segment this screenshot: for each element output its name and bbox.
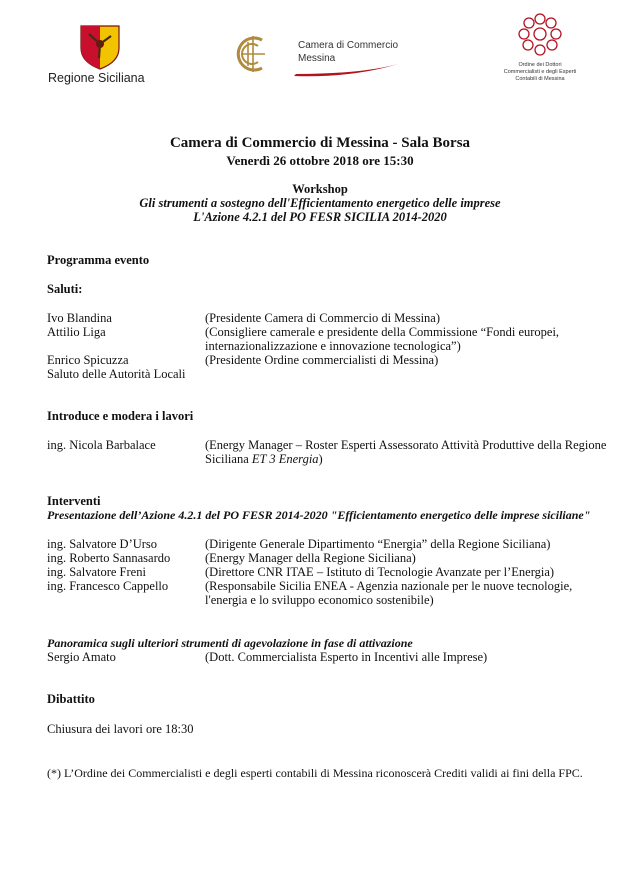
programma-heading: Programma evento	[47, 253, 150, 267]
speaker-name: Enrico Spicuzza	[47, 353, 129, 367]
speaker-name: ing. Salvatore Freni	[47, 565, 146, 579]
speaker-role: (Direttore CNR ITAE – Istituto di Tecnologie Avanzate per l’Energia)	[205, 565, 555, 579]
speaker-name: Attilio Liga	[47, 325, 106, 339]
event-subtitle-1: Gli strumenti a sostegno dell'Efficientamento energetico delle imprese	[139, 196, 501, 210]
speaker-role: (Responsabile Sicilia ENEA - Agenzia nazionale per le nuove tecnologie,	[205, 579, 573, 593]
role-company: ET 3 Energia	[251, 452, 319, 466]
saluti-heading: Saluti:	[47, 282, 83, 296]
camera-commercio-swoosh-icon	[292, 62, 402, 80]
speaker-name: Ivo Blandina	[47, 311, 112, 325]
ordine-commercialisti-logo	[495, 10, 585, 90]
ordine-flower-icon	[515, 10, 565, 60]
speaker-role-continued: l'energia e lo sviluppo economico sostenibile)	[205, 593, 434, 607]
event-kind: Workshop	[292, 182, 348, 196]
speaker-name: Sergio Amato	[47, 650, 116, 664]
speaker-name: ing. Nicola Barbalace	[47, 438, 156, 452]
introduce-heading: Introduce e modera i lavori	[47, 409, 194, 423]
ordine-line2: Commercialisti e degli Esperti	[503, 69, 577, 75]
panoramica-heading: Panoramica sugli ulteriori strumenti di agevolazione in fase di attivazione	[47, 636, 413, 650]
camera-commercio-logo	[232, 32, 402, 78]
fpc-note: (*) L’Ordine dei Commercialisti e degli esperti contabili di Messina riconoscerà Crediti validi ai fini della FPC.	[47, 766, 583, 780]
trinacria-emblem-icon	[75, 22, 125, 70]
speaker-role: (Energy Manager – Roster Esperti Assessorato Attività Produttive della Regione	[205, 438, 607, 452]
speaker-role: (Energy Manager della Regione Siciliana)	[205, 551, 416, 565]
role-text: Siciliana	[205, 452, 252, 466]
speaker-role: (Dirigente Generale Dipartimento “Energia” della Regione Siciliana)	[205, 537, 551, 551]
speaker-role: (Dott. Commercialista Esperto in Incentivi alle Imprese)	[205, 650, 488, 664]
interventi-heading: Interventi	[47, 494, 101, 508]
camera-commercio-line2: Messina	[298, 53, 336, 64]
role-text: )	[318, 452, 323, 466]
speaker-role-continued: internazionalizzazione e innovazione tecnologica”)	[205, 339, 461, 353]
event-date: Venerdì 26 ottobre 2018 ore 15:30	[226, 153, 414, 168]
chiusura-text: Chiusura dei lavori ore 18:30	[47, 722, 194, 736]
speaker-name: ing. Francesco Cappello	[47, 579, 169, 593]
presentazione-heading: Presentazione dell’Azione 4.2.1 del PO FESR 2014-2020 "Efficientamento energetico delle imprese siciliane"	[47, 508, 591, 522]
speaker-role: (Consigliere camerale e presidente della Commissione “Fondi europei,	[205, 325, 560, 339]
speaker-name: ing. Roberto Sannasardo	[47, 551, 171, 565]
dibattito-heading: Dibattito	[47, 692, 95, 706]
speaker-role: (Presidente Ordine commercialisti di Messina)	[205, 353, 439, 367]
event-title: Camera di Commercio di Messina - Sala Borsa	[169, 135, 471, 151]
camera-commercio-line1: Camera di Commercio	[298, 40, 399, 51]
regione-siciliana-label: Regione Siciliana	[48, 71, 145, 85]
saluto-autorita: Saluto delle Autorità Locali	[47, 367, 186, 381]
speaker-role-continued	[205, 452, 323, 466]
speaker-role: (Presidente Camera di Commercio di Messina)	[205, 311, 441, 325]
ordine-line3: Contabili di Messina	[515, 76, 565, 82]
camera-commercio-emblem-icon	[232, 32, 274, 76]
ordine-line1: Ordine dei Dottori	[518, 62, 562, 68]
regione-siciliana-logo	[40, 22, 160, 88]
event-subtitle-2: L'Azione 4.2.1 del PO FESR SICILIA 2014-2020	[193, 210, 447, 224]
speaker-name: ing. Salvatore D’Urso	[47, 537, 158, 551]
